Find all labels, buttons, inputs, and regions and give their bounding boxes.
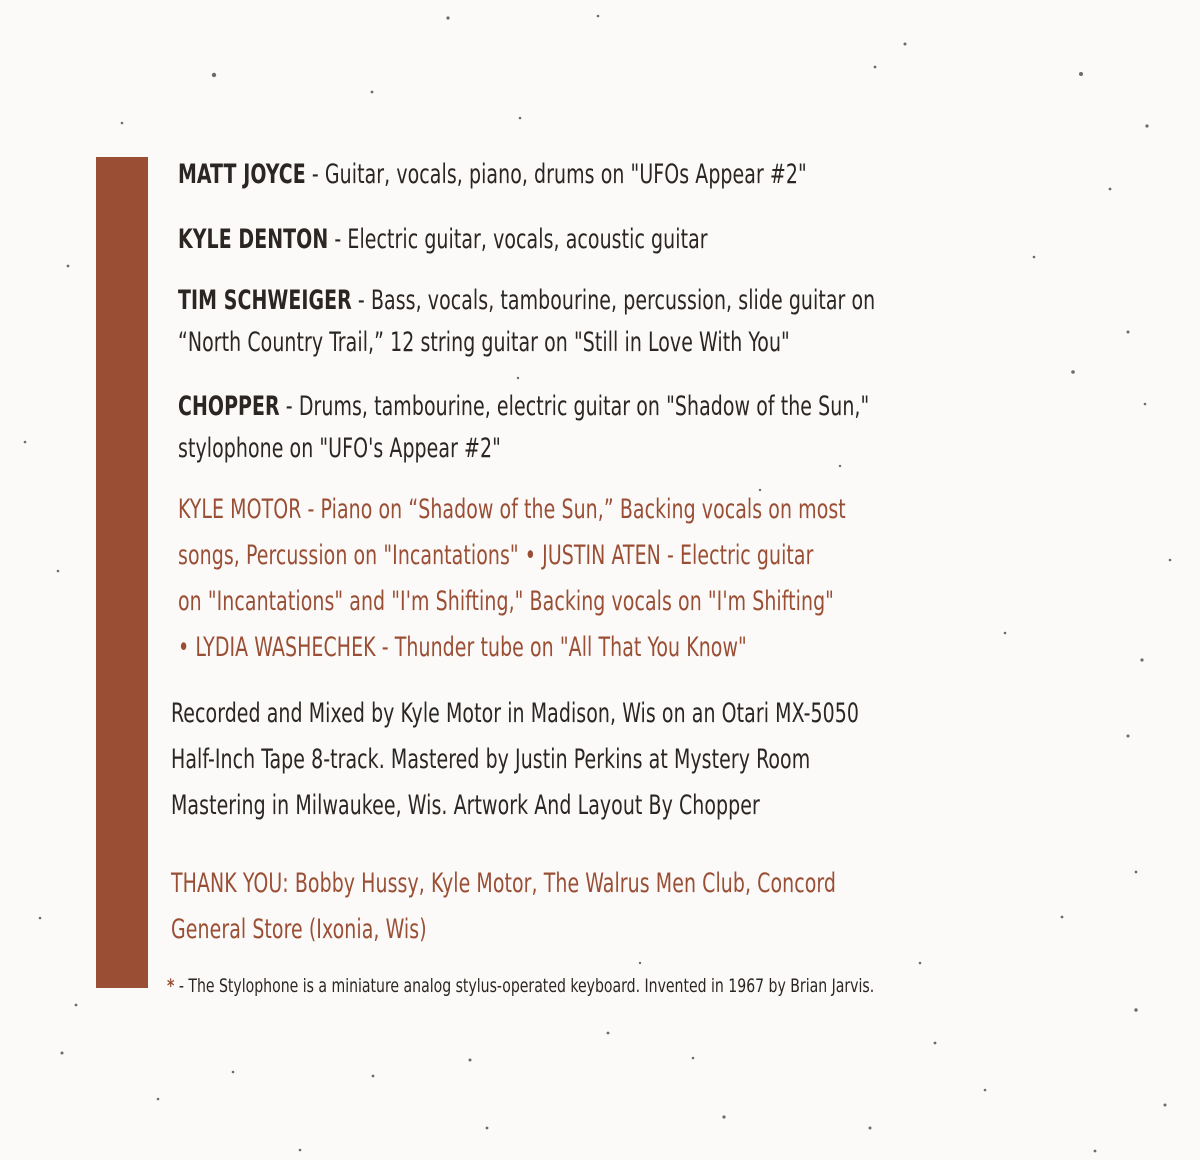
credit-name: KYLE DENTON [178, 224, 329, 255]
guest-line: songs, Percussion on "Incantations" • JUSTIN ATEN - Electric guitar [178, 540, 814, 571]
recording-line: Recorded and Mixed by Kyle Motor in Madison, Wis on an Otari MX-5050 [171, 698, 860, 729]
recording-line: Mastering in Milwaukee, Wis. Artwork And Layout By Chopper [171, 790, 760, 821]
thanks-line: THANK YOU: Bobby Hussy, Kyle Motor, The Walrus Men Club, Concord [171, 868, 837, 899]
credit-role: Drums, tambourine, electric guitar on "Shadow of the Sun," [298, 391, 870, 422]
credit-name: MATT JOYCE [178, 159, 306, 190]
thank-you [171, 861, 836, 953]
recording-line: Half-Inch Tape 8-track. Mastered by Justin Perkins at Mystery Room [171, 744, 811, 775]
credit-role: Guitar, vocals, piano, drums on "UFOs Appear #2" [324, 159, 807, 190]
guest-line: • LYDIA WASHECHEK - Thunder tube on "All That You Know" [178, 632, 747, 663]
credit-tim-schweiger: TIM SCHWEIGER - Bass, vocals, tambourine, percussion, slide guitar on “North Country Trail,” 12 string guitar on "Still in Love With You" [178, 285, 876, 358]
credit-role-continued: “North Country Trail,” 12 string guitar on "Still in Love With You" [178, 327, 790, 358]
guest-line: KYLE MOTOR - Piano on “Shadow of the Sun,” Backing vocals on most [178, 494, 846, 525]
footnote-text: - The Stylophone is a miniature analog stylus-operated keyboard. Invented in 1967 by Brian Jarvis. [174, 975, 875, 997]
guest-credits [178, 487, 846, 671]
credit-role: Bass, vocals, tambourine, percussion, slide guitar on [370, 285, 876, 316]
credit-name: CHOPPER [178, 391, 280, 422]
thanks-line: General Store (Ixonia, Wis) [171, 914, 427, 945]
credit-kyle-denton: KYLE DENTON - Electric guitar, vocals, acoustic guitar [178, 224, 708, 255]
credit-role-continued: stylophone on "UFO's Appear #2" [178, 433, 501, 464]
credit-chopper: CHOPPER - Drums, tambourine, electric guitar on "Shadow of the Sun," stylophone on "UFO's Appear #2" [178, 391, 870, 464]
guest-line: on "Incantations" and "I'm Shifting," Backing vocals on "I'm Shifting" [178, 586, 834, 617]
recording-credits [171, 691, 859, 829]
credit-name: TIM SCHWEIGER [178, 285, 352, 316]
asterisk-icon: * [167, 975, 175, 997]
credit-matt-joyce: MATT JOYCE - Guitar, vocals, piano, drums on "UFOs Appear #2" [178, 159, 807, 190]
stylophone-footnote [167, 972, 874, 1000]
credit-role: Electric guitar, vocals, acoustic guitar [347, 224, 708, 255]
